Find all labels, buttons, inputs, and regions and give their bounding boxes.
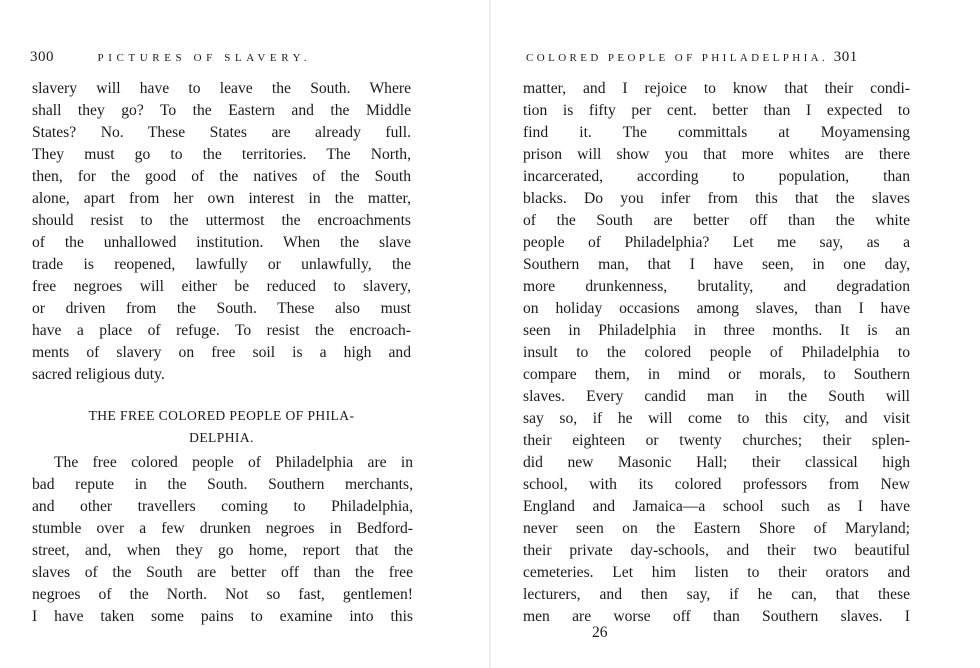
text-line: find it. The committals at Moyamensing [523, 124, 910, 141]
text-line: matter, and I rejoice to know that their condi- [523, 80, 910, 97]
left-section-text [32, 452, 413, 628]
text-line: street, and, when they go home, report that the [32, 542, 413, 559]
text-line: trade is reopened, lawfully or unlawfully, the [32, 256, 411, 273]
text-line: should resist to the uttermost the encroachments [32, 212, 411, 229]
text-line: or driven from the South. These also must [32, 300, 411, 317]
left-page-number: 300 [30, 49, 54, 65]
text-line: prison will show you that more whites are there [523, 146, 910, 163]
text-line: free negroes will either be reduced to slavery, [32, 278, 411, 295]
text-line: compare them, in mind or morals, to Southern [523, 366, 910, 383]
section-heading-line-1: THE FREE COLORED PEOPLE OF PHILA- [88, 408, 355, 423]
signature-mark: 26 [592, 624, 608, 641]
text-line: more drunkenness, brutality, and degradation [523, 278, 910, 295]
text-line: people of Philadelphia? Let me say, as a [523, 234, 910, 251]
text-line: men are worse off than Southern slaves. I [523, 608, 910, 625]
text-line: seen in Philadelphia in three months. It is an [523, 322, 910, 339]
text-line: They must go to the territories. The North, [32, 146, 411, 163]
left-running-head [30, 49, 311, 66]
left-running-title: PICTURES OF SLAVERY. [97, 52, 312, 64]
text-line: States? No. These States are already full. [32, 124, 411, 141]
text-line: blacks. Do you infer from this that the slaves [523, 190, 910, 207]
text-line: on holiday occasions among slaves, than I have [523, 300, 910, 317]
right-running-title: COLORED PEOPLE OF PHILADELPHIA. [526, 52, 829, 64]
text-line: negroes of the North. Not so fast, gentlemen! [32, 586, 413, 603]
text-line: their private day-schools, and their two beautiful [523, 542, 910, 559]
text-line: The free colored people of Philadelphia are in [54, 454, 413, 471]
text-line: then, for the good of the natives of the South [32, 168, 411, 185]
text-line: have a place of refuge. To resist the encroach- [32, 322, 411, 339]
text-line: England and Jamaica—a school such as I have [523, 498, 910, 515]
text-line: of the unhallowed institution. When the slave [32, 234, 411, 251]
right-body-text [523, 78, 910, 628]
left-body-text [32, 78, 411, 386]
right-page-number: 301 [833, 49, 858, 65]
text-line: say so, if he will come to this city, and visit [523, 410, 910, 427]
right-page [490, 0, 980, 668]
text-line: slavery will have to leave the South. Where [32, 80, 411, 97]
section-heading-line-2: DELPHIA. [189, 430, 254, 445]
text-line: cemeteries. Let him listen to their orators and [523, 564, 910, 581]
text-line: stumble over a few drunken negroes in Bedford- [32, 520, 413, 537]
text-line: their eighteen or twenty churches; their splen- [523, 432, 910, 449]
text-line: lecturers, and then say, if he can, that these [523, 586, 910, 603]
text-line: Southern man, that I have seen, in one day, [523, 256, 910, 273]
text-line: of the South are better off than the white [523, 212, 910, 229]
text-line: did new Masonic Hall; their classical high [523, 454, 910, 471]
text-line: incarcerated, according to population, than [523, 168, 910, 185]
right-running-head [526, 49, 858, 66]
text-line: and other travellers coming to Philadelphia, [32, 498, 413, 515]
text-line: I have taken some pains to examine into this [32, 608, 413, 625]
text-line: alone, apart from her own interest in the matter, [32, 190, 411, 207]
text-line: ments of slavery on free soil is a high and [32, 344, 411, 361]
text-line: never seen on the Eastern Shore of Maryland; [523, 520, 910, 537]
text-line: shall they go? To the Eastern and the Middle [32, 102, 411, 119]
section-heading [32, 405, 411, 449]
text-line: bad repute in the South. Southern merchants, [32, 476, 413, 493]
text-line: school, with its colored professors from New [523, 476, 910, 493]
text-line: sacred religious duty. [32, 366, 165, 383]
text-line: tion is fifty per cent. better than I expected to [523, 102, 910, 119]
text-line: slaves. Every candid man in the South will [523, 388, 910, 405]
text-line: insult to the colored people of Philadelphia to [523, 344, 910, 361]
text-line: slaves of the South are better off than the free [32, 564, 413, 581]
